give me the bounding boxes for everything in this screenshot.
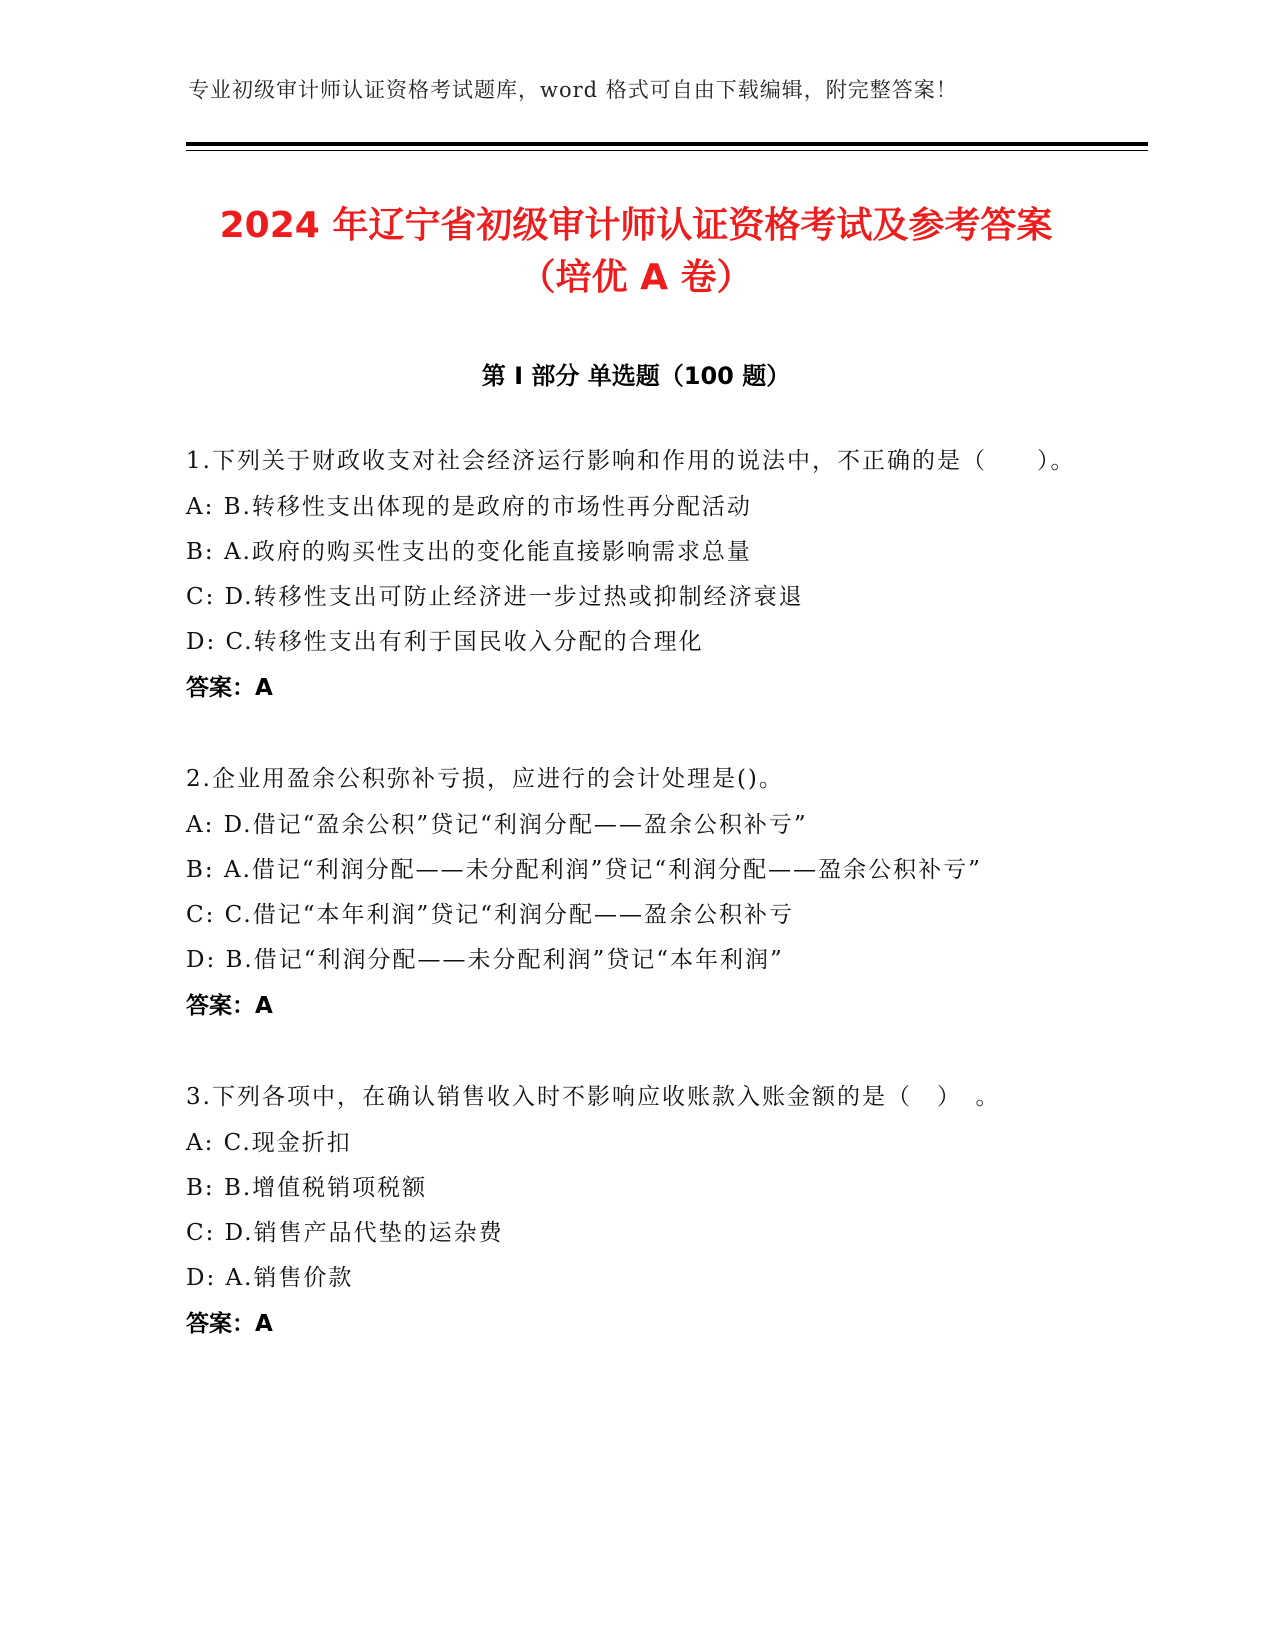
option-a: A: B.转移性支出体现的是政府的市场性再分配活动 — [186, 494, 752, 520]
section-title: 第 I 部分 单选题（100 题） — [481, 362, 791, 390]
question-stem: 1.下列关于财政收支对社会经济运行影响和作用的说法中，不正确的是（ ）。 — [186, 448, 1076, 474]
option-d: D: A.销售价款 — [186, 1265, 354, 1291]
option-b: B: B.增值税销项税额 — [186, 1175, 428, 1201]
answer: 答案：A — [186, 675, 273, 701]
option-b: B: A.政府的购买性支出的变化能直接影响需求总量 — [186, 539, 752, 565]
option-c: C: D.销售产品代垫的运杂费 — [186, 1220, 504, 1246]
option-a: A: D.借记“盈余公积”贷记“利润分配——盈余公积补亏” — [186, 812, 808, 838]
option-d: D: C.转移性支出有利于国民收入分配的合理化 — [186, 629, 704, 655]
question-3 — [186, 1074, 1086, 1347]
option-c: C: D.转移性支出可防止经济进一步过热或抑制经济衰退 — [186, 584, 804, 610]
option-b: B: A.借记“利润分配——未分配利润”贷记“利润分配——盈余公积补亏” — [186, 857, 982, 883]
question-1 — [186, 438, 1086, 711]
question-stem: 3.下列各项中，在确认销售收入时不影响应收账款入账金额的是（ ） 。 — [186, 1084, 1001, 1110]
question-2 — [186, 756, 1086, 1029]
question-stem: 2.企业用盈余公积弥补亏损，应进行的会计处理是()。 — [186, 766, 784, 792]
document-title: 2024 年辽宁省初级审计师认证资格考试及参考答案（培优 A 卷） — [219, 205, 1053, 298]
option-d: D: B.借记“利润分配——未分配利润”贷记“本年利润” — [186, 947, 784, 973]
answer: 答案：A — [186, 1311, 273, 1337]
header-rule-thick — [186, 142, 1148, 146]
answer: 答案：A — [186, 993, 273, 1019]
header-note: 专业初级审计师认证资格考试题库，word 格式可自由下载编辑，附完整答案！ — [188, 78, 958, 102]
question-list — [186, 438, 1086, 1392]
option-c: C: C.借记“本年利润”贷记“利润分配——盈余公积补亏 — [186, 902, 795, 928]
header-rule-thin — [186, 150, 1148, 151]
option-a: A: C.现金折扣 — [186, 1130, 352, 1156]
